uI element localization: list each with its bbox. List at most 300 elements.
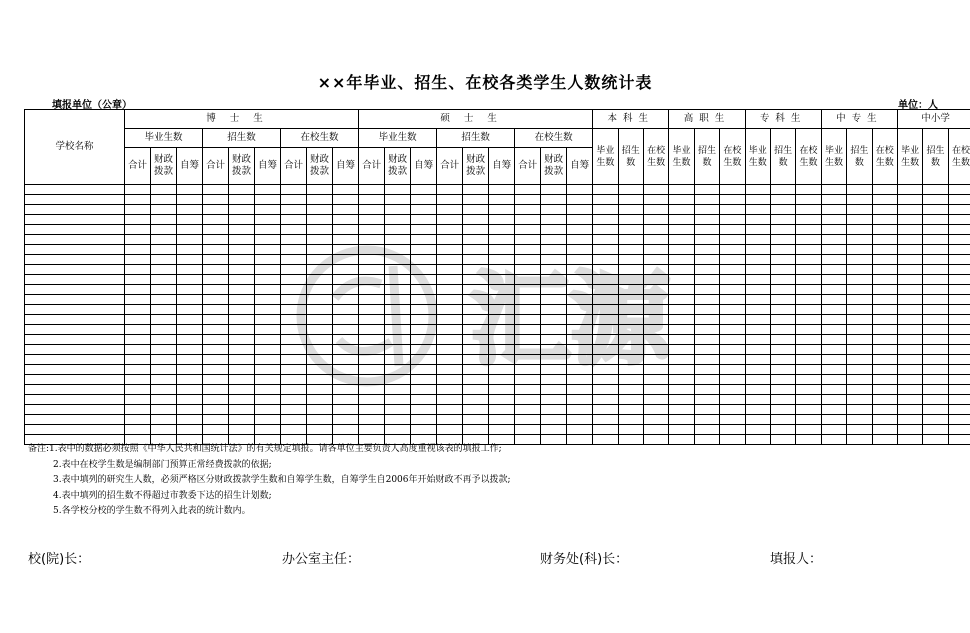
table-cell[interactable] (281, 245, 307, 255)
table-cell[interactable] (489, 345, 515, 355)
table-cell[interactable] (745, 325, 770, 335)
table-cell[interactable] (463, 385, 489, 395)
table-cell[interactable] (872, 285, 897, 295)
table-cell[interactable] (567, 255, 593, 265)
table-cell[interactable] (411, 305, 437, 315)
table-cell[interactable] (770, 285, 795, 295)
table-cell[interactable] (872, 195, 897, 205)
table-cell[interactable] (669, 325, 694, 335)
table-cell[interactable] (948, 225, 970, 235)
table-cell[interactable] (541, 385, 567, 395)
table-cell[interactable] (255, 365, 281, 375)
table-cell[interactable] (618, 245, 643, 255)
table-cell[interactable] (203, 335, 229, 345)
table-cell[interactable] (567, 335, 593, 345)
table-cell[interactable] (125, 185, 151, 195)
table-cell[interactable] (847, 245, 872, 255)
table-cell[interactable] (541, 415, 567, 425)
table-cell[interactable] (489, 235, 515, 245)
table-cell[interactable] (489, 405, 515, 415)
table-cell[interactable] (821, 435, 846, 445)
table-cell[interactable] (796, 295, 821, 305)
table-cell[interactable] (151, 285, 177, 295)
table-cell[interactable] (541, 395, 567, 405)
table-cell[interactable] (567, 365, 593, 375)
table-cell[interactable] (872, 415, 897, 425)
table-cell[interactable] (255, 215, 281, 225)
table-cell[interactable] (796, 305, 821, 315)
table-cell[interactable] (25, 185, 125, 195)
table-cell[interactable] (593, 435, 618, 445)
table-cell[interactable] (307, 425, 333, 435)
table-cell[interactable] (281, 305, 307, 315)
table-cell[interactable] (255, 265, 281, 275)
table-cell[interactable] (203, 305, 229, 315)
table-cell[interactable] (948, 205, 970, 215)
table-cell[interactable] (281, 385, 307, 395)
table-cell[interactable] (359, 255, 385, 265)
table-cell[interactable] (307, 255, 333, 265)
table-cell[interactable] (489, 325, 515, 335)
table-cell[interactable] (821, 265, 846, 275)
table-cell[interactable] (923, 395, 948, 405)
table-cell[interactable] (333, 245, 359, 255)
table-cell[interactable] (255, 245, 281, 255)
table-cell[interactable] (203, 275, 229, 285)
table-cell[interactable] (489, 355, 515, 365)
table-cell[interactable] (567, 415, 593, 425)
table-cell[interactable] (567, 285, 593, 295)
table-cell[interactable] (821, 295, 846, 305)
table-cell[interactable] (897, 295, 922, 305)
table-cell[interactable] (515, 235, 541, 245)
table-cell[interactable] (669, 315, 694, 325)
table-cell[interactable] (333, 275, 359, 285)
table-cell[interactable] (541, 255, 567, 265)
table-cell[interactable] (567, 205, 593, 215)
table-cell[interactable] (203, 295, 229, 305)
table-cell[interactable] (872, 375, 897, 385)
table-cell[interactable] (847, 205, 872, 215)
table-cell[interactable] (385, 305, 411, 315)
table-cell[interactable] (847, 335, 872, 345)
table-cell[interactable] (489, 305, 515, 315)
table-cell[interactable] (359, 265, 385, 275)
table-cell[interactable] (821, 225, 846, 235)
table-cell[interactable] (125, 365, 151, 375)
table-cell[interactable] (385, 415, 411, 425)
table-cell[interactable] (770, 385, 795, 395)
table-cell[interactable] (255, 385, 281, 395)
table-cell[interactable] (463, 265, 489, 275)
table-cell[interactable] (307, 265, 333, 275)
table-cell[interactable] (229, 295, 255, 305)
table-cell[interactable] (923, 355, 948, 365)
table-cell[interactable] (281, 345, 307, 355)
table-cell[interactable] (872, 185, 897, 195)
table-cell[interactable] (897, 195, 922, 205)
table-cell[interactable] (720, 185, 745, 195)
table-cell[interactable] (948, 285, 970, 295)
table-cell[interactable] (745, 415, 770, 425)
table-cell[interactable] (489, 295, 515, 305)
table-cell[interactable] (694, 425, 719, 435)
table-cell[interactable] (541, 215, 567, 225)
table-cell[interactable] (229, 275, 255, 285)
table-cell[interactable] (821, 245, 846, 255)
table-cell[interactable] (25, 345, 125, 355)
table-cell[interactable] (255, 405, 281, 415)
table-cell[interactable] (411, 325, 437, 335)
table-cell[interactable] (489, 225, 515, 235)
table-cell[interactable] (948, 295, 970, 305)
table-cell[interactable] (515, 415, 541, 425)
table-cell[interactable] (923, 285, 948, 295)
table-cell[interactable] (229, 325, 255, 335)
table-cell[interactable] (720, 275, 745, 285)
table-cell[interactable] (411, 335, 437, 345)
table-cell[interactable] (515, 405, 541, 415)
table-cell[interactable] (923, 235, 948, 245)
table-cell[interactable] (463, 315, 489, 325)
table-cell[interactable] (796, 265, 821, 275)
table-cell[interactable] (593, 305, 618, 315)
table-cell[interactable] (948, 215, 970, 225)
table-cell[interactable] (177, 425, 203, 435)
table-cell[interactable] (872, 345, 897, 355)
table-cell[interactable] (745, 255, 770, 265)
table-cell[interactable] (229, 315, 255, 325)
table-cell[interactable] (643, 195, 668, 205)
table-cell[interactable] (255, 415, 281, 425)
table-cell[interactable] (489, 375, 515, 385)
table-cell[interactable] (593, 425, 618, 435)
table-cell[interactable] (720, 235, 745, 245)
table-cell[interactable] (437, 395, 463, 405)
table-cell[interactable] (669, 355, 694, 365)
table-cell[interactable] (897, 435, 922, 445)
table-cell[interactable] (151, 185, 177, 195)
table-cell[interactable] (796, 355, 821, 365)
table-cell[interactable] (872, 265, 897, 275)
table-cell[interactable] (541, 265, 567, 275)
table-cell[interactable] (25, 195, 125, 205)
table-cell[interactable] (948, 355, 970, 365)
table-cell[interactable] (948, 375, 970, 385)
table-cell[interactable] (203, 235, 229, 245)
table-cell[interactable] (255, 305, 281, 315)
table-cell[interactable] (255, 235, 281, 245)
table-cell[interactable] (720, 205, 745, 215)
table-cell[interactable] (897, 265, 922, 275)
table-cell[interactable] (770, 275, 795, 285)
table-cell[interactable] (359, 225, 385, 235)
table-cell[interactable] (307, 285, 333, 295)
table-cell[interactable] (694, 185, 719, 195)
table-cell[interactable] (948, 345, 970, 355)
table-cell[interactable] (872, 335, 897, 345)
table-cell[interactable] (25, 305, 125, 315)
table-cell[interactable] (618, 215, 643, 225)
table-cell[interactable] (151, 365, 177, 375)
table-cell[interactable] (643, 295, 668, 305)
table-cell[interactable] (847, 225, 872, 235)
table-cell[interactable] (515, 185, 541, 195)
table-cell[interactable] (694, 415, 719, 425)
table-cell[interactable] (923, 385, 948, 395)
table-cell[interactable] (177, 345, 203, 355)
table-cell[interactable] (796, 345, 821, 355)
table-cell[interactable] (177, 195, 203, 205)
table-cell[interactable] (515, 195, 541, 205)
table-cell[interactable] (872, 255, 897, 265)
table-cell[interactable] (948, 235, 970, 245)
table-cell[interactable] (720, 425, 745, 435)
table-cell[interactable] (125, 325, 151, 335)
table-cell[interactable] (307, 405, 333, 415)
table-cell[interactable] (307, 375, 333, 385)
table-cell[interactable] (720, 405, 745, 415)
table-cell[interactable] (796, 325, 821, 335)
table-cell[interactable] (411, 185, 437, 195)
table-cell[interactable] (796, 225, 821, 235)
table-cell[interactable] (281, 235, 307, 245)
table-cell[interactable] (643, 235, 668, 245)
table-cell[interactable] (897, 205, 922, 215)
table-cell[interactable] (463, 375, 489, 385)
table-cell[interactable] (307, 415, 333, 425)
table-cell[interactable] (541, 235, 567, 245)
table-cell[interactable] (25, 255, 125, 265)
table-cell[interactable] (541, 325, 567, 335)
table-cell[interactable] (948, 395, 970, 405)
table-cell[interactable] (694, 335, 719, 345)
table-cell[interactable] (847, 395, 872, 405)
table-cell[interactable] (177, 365, 203, 375)
table-cell[interactable] (463, 195, 489, 205)
table-cell[interactable] (203, 205, 229, 215)
table-cell[interactable] (229, 285, 255, 295)
table-cell[interactable] (541, 405, 567, 415)
table-cell[interactable] (720, 265, 745, 275)
table-cell[interactable] (307, 275, 333, 285)
table-cell[interactable] (25, 415, 125, 425)
table-cell[interactable] (796, 195, 821, 205)
table-cell[interactable] (229, 375, 255, 385)
table-cell[interactable] (593, 295, 618, 305)
table-cell[interactable] (897, 385, 922, 395)
table-cell[interactable] (745, 355, 770, 365)
table-cell[interactable] (745, 215, 770, 225)
table-cell[interactable] (745, 285, 770, 295)
table-cell[interactable] (567, 305, 593, 315)
table-cell[interactable] (847, 375, 872, 385)
table-cell[interactable] (618, 295, 643, 305)
table-cell[interactable] (643, 365, 668, 375)
table-cell[interactable] (821, 205, 846, 215)
table-cell[interactable] (463, 325, 489, 335)
table-cell[interactable] (151, 295, 177, 305)
table-cell[interactable] (125, 225, 151, 235)
table-cell[interactable] (281, 395, 307, 405)
table-cell[interactable] (567, 195, 593, 205)
table-cell[interactable] (281, 335, 307, 345)
table-cell[interactable] (359, 405, 385, 415)
table-cell[interactable] (669, 295, 694, 305)
table-cell[interactable] (897, 345, 922, 355)
table-cell[interactable] (694, 265, 719, 275)
table-cell[interactable] (25, 215, 125, 225)
table-cell[interactable] (151, 255, 177, 265)
table-cell[interactable] (333, 415, 359, 425)
table-cell[interactable] (643, 185, 668, 195)
table-cell[interactable] (151, 325, 177, 335)
table-cell[interactable] (618, 315, 643, 325)
table-cell[interactable] (847, 255, 872, 265)
table-cell[interactable] (489, 265, 515, 275)
table-cell[interactable] (745, 435, 770, 445)
table-cell[interactable] (229, 365, 255, 375)
table-cell[interactable] (307, 235, 333, 245)
table-cell[interactable] (770, 245, 795, 255)
table-cell[interactable] (567, 375, 593, 385)
table-cell[interactable] (618, 425, 643, 435)
table-cell[interactable] (720, 375, 745, 385)
table-cell[interactable] (770, 235, 795, 245)
table-cell[interactable] (25, 285, 125, 295)
table-cell[interactable] (872, 395, 897, 405)
table-cell[interactable] (796, 205, 821, 215)
table-cell[interactable] (411, 415, 437, 425)
table-cell[interactable] (669, 225, 694, 235)
table-cell[interactable] (125, 195, 151, 205)
table-cell[interactable] (463, 255, 489, 265)
table-cell[interactable] (618, 415, 643, 425)
table-cell[interactable] (694, 245, 719, 255)
table-cell[interactable] (177, 355, 203, 365)
table-cell[interactable] (411, 405, 437, 415)
table-cell[interactable] (333, 205, 359, 215)
table-cell[interactable] (489, 195, 515, 205)
table-cell[interactable] (437, 225, 463, 235)
table-cell[interactable] (489, 285, 515, 295)
table-cell[interactable] (745, 295, 770, 305)
table-cell[interactable] (151, 355, 177, 365)
table-cell[interactable] (229, 425, 255, 435)
table-cell[interactable] (948, 435, 970, 445)
table-cell[interactable] (847, 185, 872, 195)
table-cell[interactable] (770, 375, 795, 385)
table-cell[interactable] (437, 305, 463, 315)
table-cell[interactable] (770, 395, 795, 405)
table-cell[interactable] (872, 325, 897, 335)
table-cell[interactable] (745, 225, 770, 235)
table-cell[interactable] (359, 415, 385, 425)
table-cell[interactable] (821, 375, 846, 385)
table-cell[interactable] (821, 325, 846, 335)
table-cell[interactable] (307, 225, 333, 235)
table-cell[interactable] (593, 355, 618, 365)
table-cell[interactable] (745, 275, 770, 285)
table-cell[interactable] (25, 275, 125, 285)
table-cell[interactable] (125, 345, 151, 355)
table-cell[interactable] (463, 425, 489, 435)
table-cell[interactable] (281, 365, 307, 375)
table-cell[interactable] (151, 235, 177, 245)
table-cell[interactable] (897, 405, 922, 415)
table-cell[interactable] (255, 255, 281, 265)
table-cell[interactable] (281, 185, 307, 195)
table-cell[interactable] (593, 245, 618, 255)
table-cell[interactable] (151, 215, 177, 225)
table-cell[interactable] (125, 275, 151, 285)
table-cell[interactable] (463, 395, 489, 405)
table-cell[interactable] (385, 245, 411, 255)
table-cell[interactable] (847, 285, 872, 295)
table-cell[interactable] (333, 385, 359, 395)
table-cell[interactable] (125, 395, 151, 405)
table-cell[interactable] (229, 185, 255, 195)
table-cell[interactable] (770, 325, 795, 335)
table-cell[interactable] (567, 345, 593, 355)
table-cell[interactable] (643, 275, 668, 285)
table-cell[interactable] (281, 415, 307, 425)
table-cell[interactable] (821, 385, 846, 395)
table-cell[interactable] (333, 355, 359, 365)
table-cell[interactable] (847, 355, 872, 365)
table-cell[interactable] (411, 345, 437, 355)
table-cell[interactable] (618, 405, 643, 415)
table-cell[interactable] (720, 305, 745, 315)
table-cell[interactable] (463, 295, 489, 305)
table-cell[interactable] (643, 405, 668, 415)
table-cell[interactable] (821, 345, 846, 355)
table-cell[interactable] (229, 415, 255, 425)
table-cell[interactable] (25, 375, 125, 385)
table-cell[interactable] (333, 215, 359, 225)
table-cell[interactable] (515, 315, 541, 325)
table-cell[interactable] (307, 305, 333, 315)
table-cell[interactable] (255, 395, 281, 405)
table-cell[interactable] (307, 335, 333, 345)
table-cell[interactable] (618, 275, 643, 285)
table-cell[interactable] (872, 225, 897, 235)
table-cell[interactable] (177, 265, 203, 275)
table-cell[interactable] (567, 235, 593, 245)
table-cell[interactable] (151, 195, 177, 205)
table-cell[interactable] (847, 325, 872, 335)
table-cell[interactable] (847, 365, 872, 375)
table-cell[interactable] (694, 275, 719, 285)
table-cell[interactable] (643, 225, 668, 235)
table-cell[interactable] (669, 395, 694, 405)
table-cell[interactable] (151, 335, 177, 345)
table-cell[interactable] (720, 225, 745, 235)
table-cell[interactable] (333, 305, 359, 315)
table-cell[interactable] (281, 195, 307, 205)
table-cell[interactable] (669, 275, 694, 285)
table-cell[interactable] (25, 355, 125, 365)
table-cell[interactable] (437, 275, 463, 285)
table-cell[interactable] (872, 385, 897, 395)
table-cell[interactable] (385, 325, 411, 335)
table-cell[interactable] (745, 395, 770, 405)
table-cell[interactable] (463, 275, 489, 285)
table-cell[interactable] (948, 385, 970, 395)
table-cell[interactable] (125, 375, 151, 385)
table-cell[interactable] (821, 185, 846, 195)
table-cell[interactable] (515, 325, 541, 335)
